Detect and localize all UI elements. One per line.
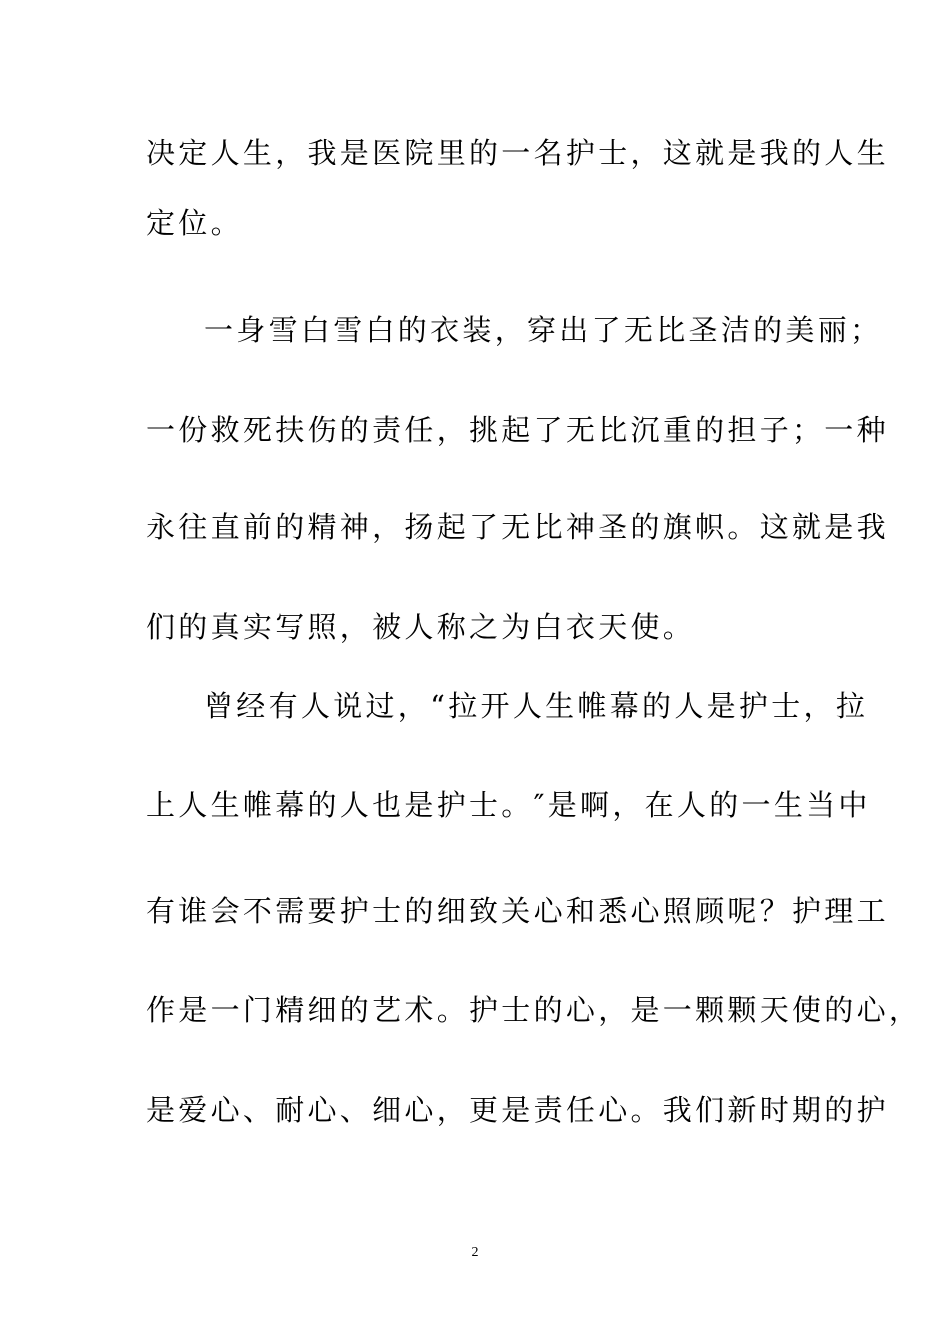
line-text: 一份救死扶伤的责任，挑起了无比沉重的担子；一种 [146,413,889,447]
line-text: 决定人生，我是医院里的一名护士，这就是我的人生 [146,136,889,170]
text-line [0,785,950,825]
text-line [0,310,950,350]
line-text: 上人生帷幕的人也是护士。″是啊，在人的一生当中 [146,788,871,822]
line-text: 有谁会不需要护士的细致关心和悉心照顾呢？护理工 [146,894,889,928]
text-line [0,133,950,173]
text-line [0,891,950,931]
text-line [0,990,950,1030]
line-text: 曾经有人说过，“拉开人生帷幕的人是护士，拉 [204,689,869,723]
line-text: 作是一门精细的艺术。护士的心，是一颗颗天使的心， [146,993,922,1027]
text-line [0,686,950,726]
text-line [0,1090,950,1130]
text-line [0,203,950,243]
line-text: 定位。 [146,206,243,240]
text-line [0,607,950,647]
page-number: 2 [471,1245,479,1260]
text-line [0,507,950,547]
line-text: 一身雪白雪白的衣装，穿出了无比圣洁的美丽； [204,313,883,347]
line-text: 们的真实写照，被人称之为白衣天使。 [146,610,696,644]
line-text: 是爱心、耐心、细心，更是责任心。我们新时期的护 [146,1093,889,1127]
text-line [0,410,950,450]
line-text: 永往直前的精神，扬起了无比神圣的旗帜。这就是我 [146,510,889,544]
